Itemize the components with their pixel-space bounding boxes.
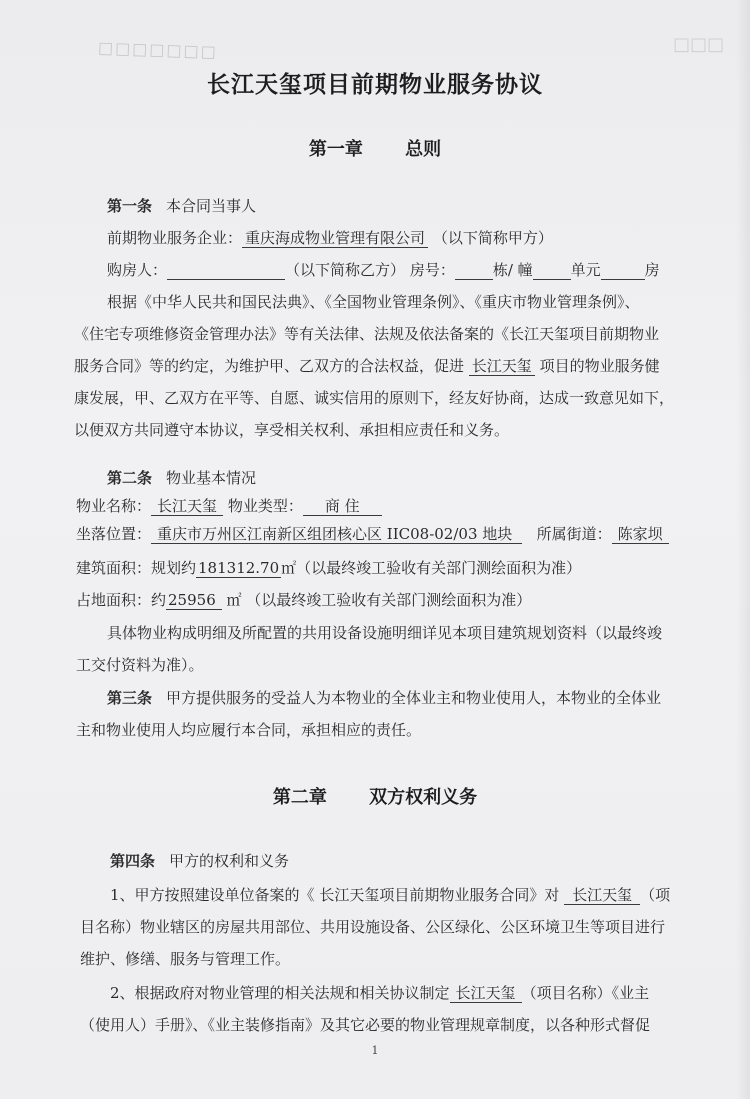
article-1-label: 第一条 bbox=[107, 197, 153, 215]
article-2-para-line-1: 具体物业构成明细及所配置的共用设备设施明细详见本项目建筑规划资料（以最终竣 bbox=[107, 624, 663, 642]
article-4-label: 第四条 bbox=[110, 852, 156, 870]
chapter-2-heading bbox=[0, 783, 750, 809]
bleed-through-mark: □□□ bbox=[672, 34, 724, 55]
room-suffix: 房 bbox=[644, 261, 660, 279]
article-1-para-line-3 bbox=[74, 356, 660, 376]
project-name: 长江天玺 bbox=[469, 357, 535, 376]
article-4-item-1-line-3: 维护、修缮、服务与管理工作。 bbox=[80, 950, 291, 968]
property-name-line bbox=[76, 496, 382, 516]
land-area-suffix: ㎡ （以最终竣工验收有关部门测绘面积为准） bbox=[226, 591, 532, 609]
article-4-item-2-line-2: （使用人）手册》、《业主装修指南》及其它必要的物业管理规章制度，以各种形式督促 bbox=[80, 1016, 651, 1034]
company-label: 前期物业服务企业： bbox=[107, 229, 243, 247]
company-name: 重庆海成物业管理有限公司 bbox=[242, 229, 428, 248]
buyer-label: 购房人： bbox=[107, 261, 168, 279]
land-area-line bbox=[76, 590, 531, 610]
chapter-1-heading bbox=[0, 135, 750, 161]
project-name: 长江天玺 bbox=[450, 984, 522, 1003]
article-3-line-1 bbox=[107, 688, 661, 708]
chapter-1-name: 总则 bbox=[405, 139, 442, 160]
article-1-heading bbox=[107, 196, 256, 216]
article-2-label: 第二条 bbox=[107, 469, 153, 487]
building-blank bbox=[455, 263, 493, 280]
bleed-through-text: □□□□□□□ bbox=[95, 37, 217, 62]
land-area: 25956 bbox=[166, 591, 222, 610]
company-line bbox=[107, 228, 553, 248]
property-type: 商 住 bbox=[303, 497, 382, 516]
article-2-para-line-2: 工交付资料为准）。 bbox=[76, 656, 204, 674]
location-line bbox=[76, 524, 669, 544]
chapter-2-number: 第二章 bbox=[272, 787, 327, 808]
article-4-title: 甲方的权利和义务 bbox=[169, 852, 290, 870]
buyer-blank bbox=[167, 263, 285, 280]
room-blank bbox=[601, 263, 645, 280]
room-label: 房号： bbox=[409, 261, 455, 279]
buyer-line bbox=[107, 260, 660, 280]
article-4-heading bbox=[110, 851, 289, 871]
article-1-title: 本合同当事人 bbox=[166, 197, 257, 215]
article-3-label: 第三条 bbox=[107, 689, 153, 707]
para-text: 项目的物业服务健 bbox=[539, 357, 660, 375]
building-area-suffix: ㎡（以最终竣工验收有关部门测绘面积为准） bbox=[281, 559, 582, 577]
item-text: （项 bbox=[640, 886, 671, 904]
page-number: 1 bbox=[371, 1044, 379, 1057]
property-type-label: 物业类型： bbox=[227, 497, 303, 515]
street-label: 所属街道： bbox=[536, 525, 612, 543]
article-2-title: 物业基本情况 bbox=[166, 469, 257, 487]
buyer-suffix: （以下简称乙方） bbox=[285, 261, 406, 279]
article-4-item-2-line-1 bbox=[110, 983, 649, 1003]
item-text: 1、甲方按照建设单位备案的《 长江天玺项目前期物业服务合同》对 bbox=[110, 886, 560, 904]
unit-blank bbox=[533, 263, 571, 280]
article-3-text: 甲方提供服务的受益人为本物业的全体业主和物业使用人，本物业的全体业 bbox=[166, 689, 662, 707]
document-title: 长江天玺项目前期物业服务协议 bbox=[207, 72, 543, 98]
page-edge-shadow bbox=[736, 0, 750, 1099]
company-suffix: （以下简称甲方） bbox=[432, 229, 553, 247]
chapter-2-name: 双方权利义务 bbox=[369, 787, 478, 808]
building-area: 181312.70 bbox=[198, 559, 280, 577]
street: 陈家坝 bbox=[612, 525, 669, 544]
article-1-para-line-2: 《住宅专项维修资金管理办法》等有关法律、法规及依法备案的《长江天玺项目前期物业 bbox=[74, 325, 660, 343]
location: 重庆市万州区江南新区组团核心区 IIC08-02/03 地块 bbox=[151, 525, 522, 544]
article-4-item-1-line-2: 目名称）物业辖区的房屋共用部位、共用设施设备、公区绿化、公区环境卫生等项目进行 bbox=[80, 918, 666, 936]
article-4-item-1-line-1 bbox=[110, 885, 670, 905]
chapter-1-number: 第一章 bbox=[308, 139, 363, 160]
project-name: 长江天玺 bbox=[564, 886, 640, 905]
building-area-line bbox=[76, 558, 581, 578]
para-text: 服务合同》等的约定，为维护甲、乙双方的合法权益，促进 bbox=[74, 357, 465, 375]
building-area-label: 建筑面积：规划约 bbox=[76, 559, 197, 577]
item-text: 2、根据政府对物业管理的相关法规和相关协议制定 bbox=[110, 984, 450, 1002]
article-1-para-line-5: 以便双方共同遵守本协议，享受相关权利、承担相应责任和义务。 bbox=[74, 421, 510, 439]
location-label: 坐落位置： bbox=[76, 525, 152, 543]
item-text: （项目名称）《业主 bbox=[521, 984, 650, 1002]
article-1-para-line-4: 康发展，甲、乙双方在平等、自愿、诚实信用的原则下，经友好协商，达成一致意见如下， bbox=[74, 389, 675, 407]
building-label: 栋/ 幢 bbox=[492, 261, 533, 279]
land-area-label: 占地面积：约 bbox=[76, 591, 167, 609]
article-1-para-line-1: 根据《中华人民共和国民法典》、《全国物业管理条例》、《重庆市物业管理条例》、 bbox=[107, 293, 640, 311]
article-3-line-2: 主和物业使用人均应履行本合同，承担相应的责任。 bbox=[76, 721, 422, 739]
unit-label: 单元 bbox=[570, 261, 601, 279]
property-name: 长江天玺 bbox=[151, 497, 223, 516]
property-name-label: 物业名称： bbox=[76, 497, 152, 515]
article-2-heading bbox=[107, 468, 256, 488]
